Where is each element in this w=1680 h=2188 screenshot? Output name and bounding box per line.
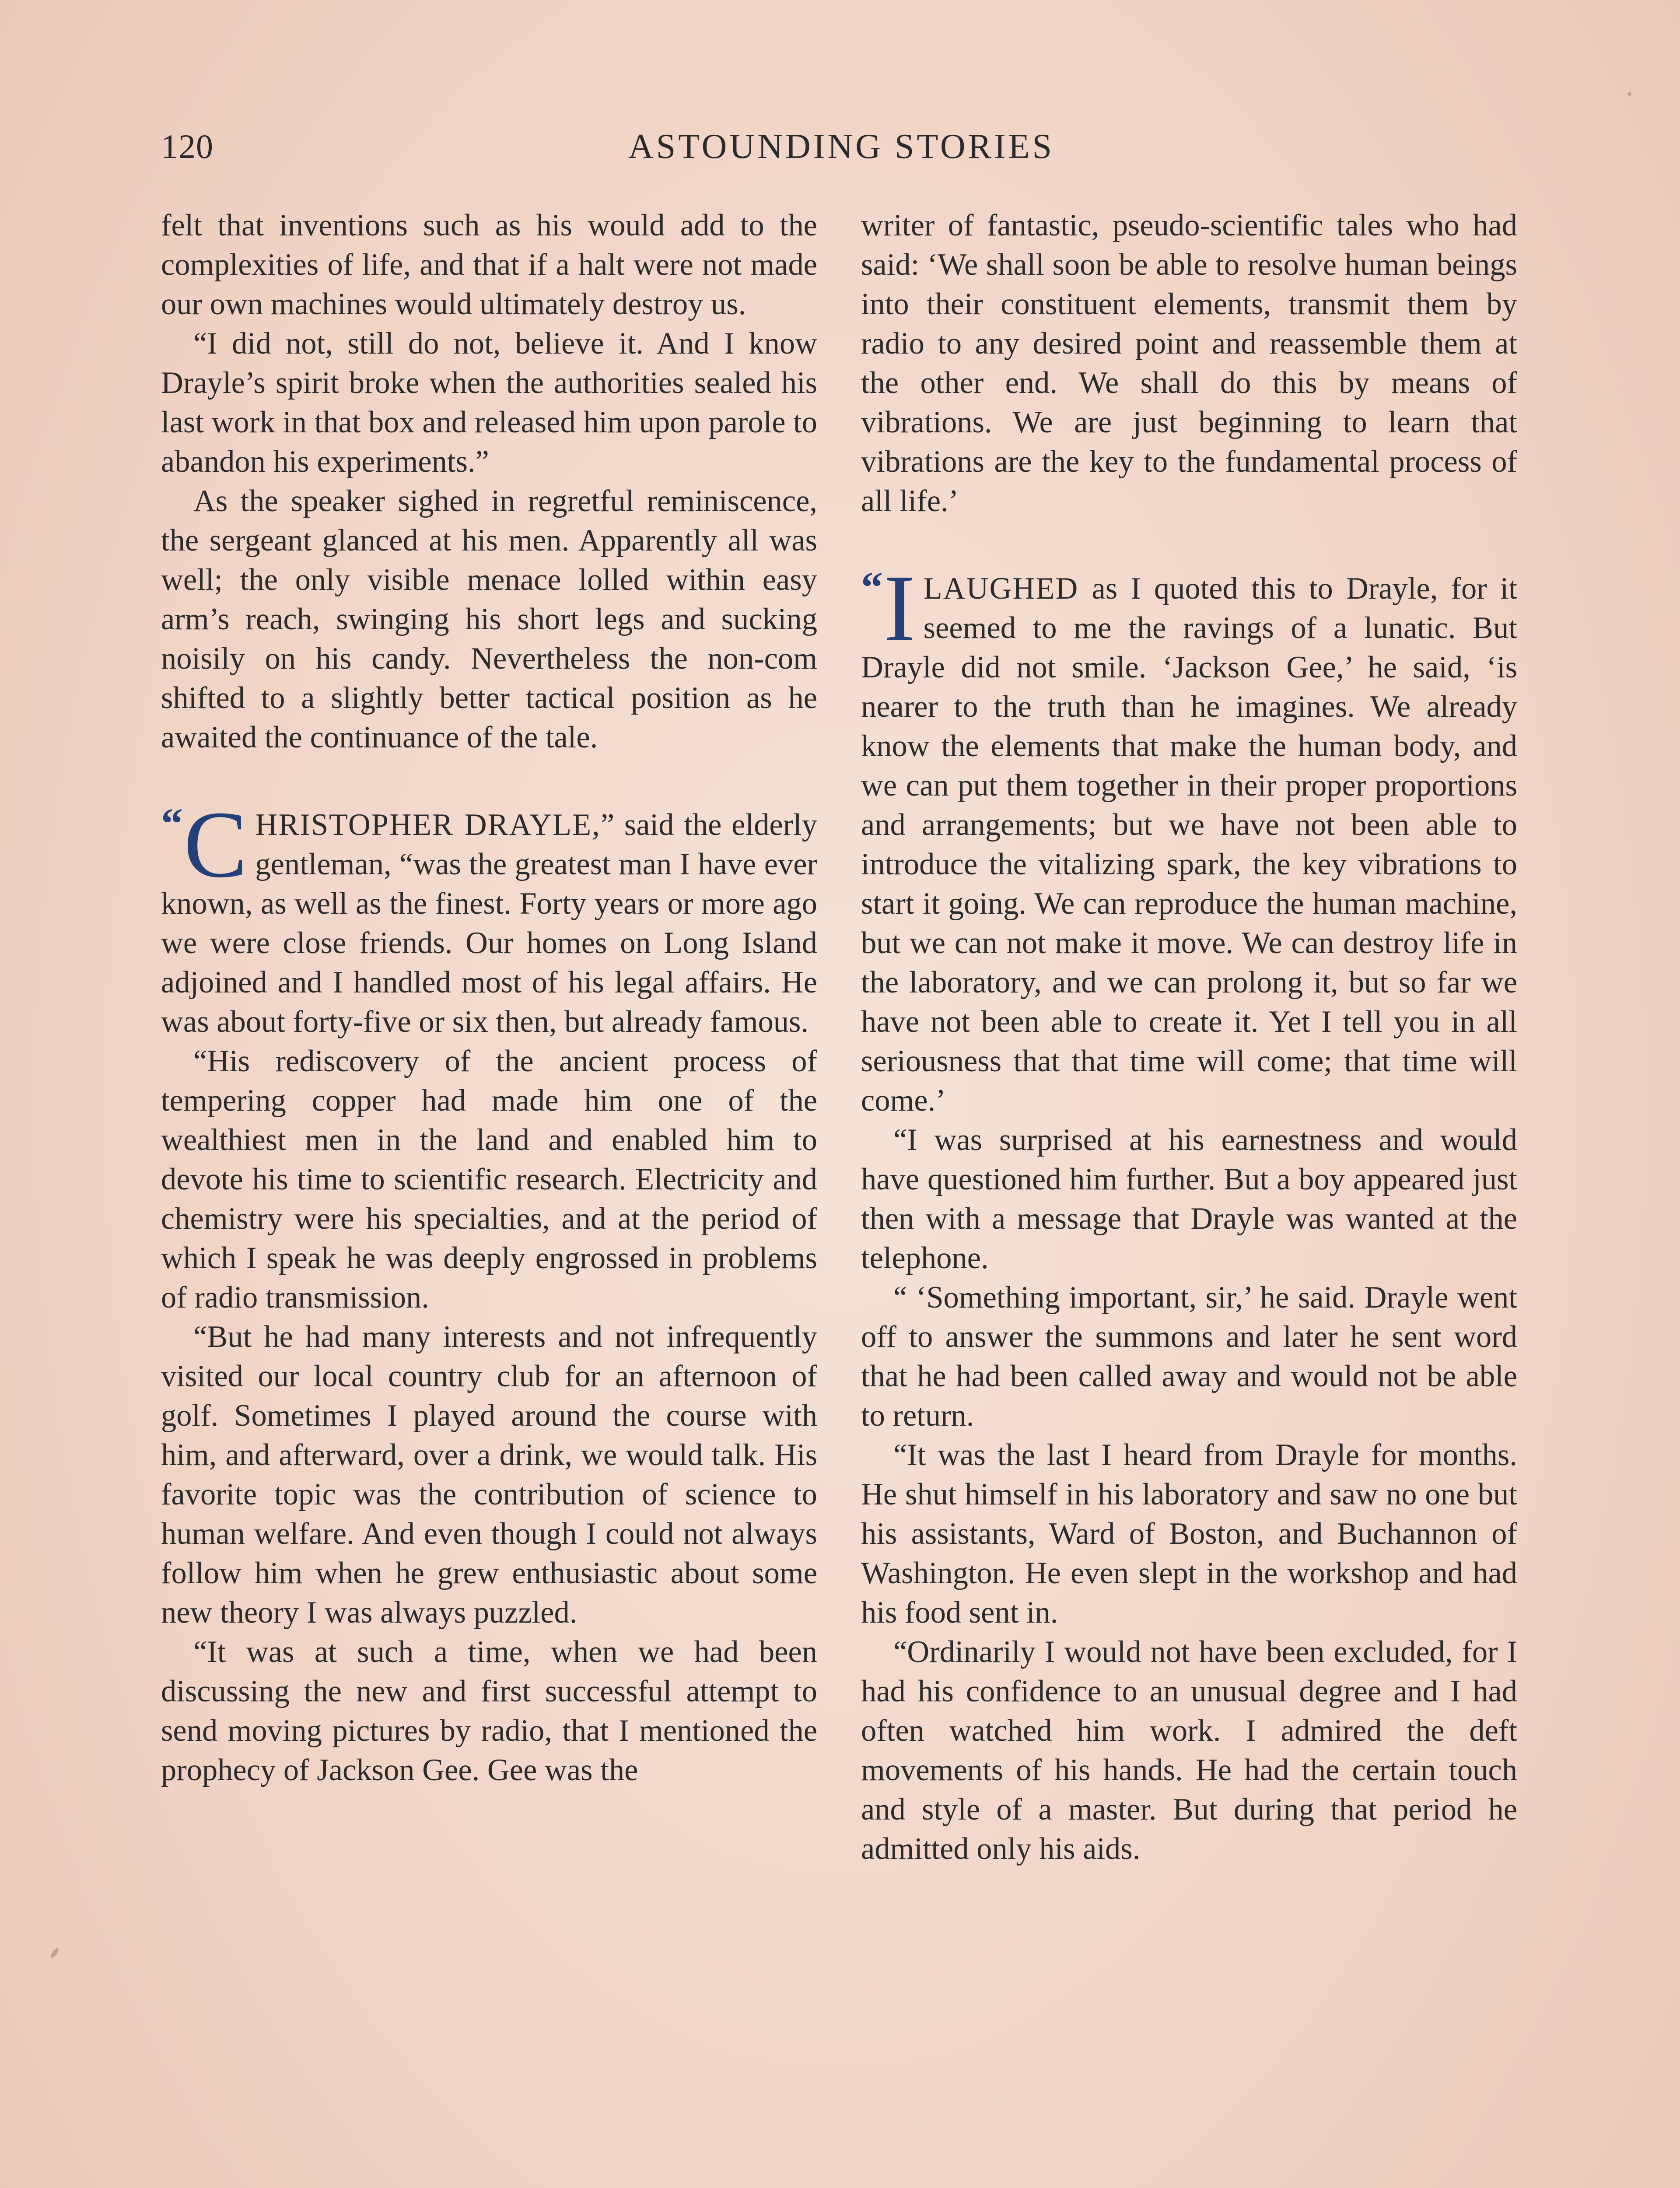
paragraph: “I did not, still do not, believe it. And I know Drayle’s spirit broke when the authorities sealed his last work in that box and released him upon parole to abandon his experiments.” [161, 326, 817, 479]
drop-cap: C [184, 792, 248, 898]
left-column [161, 206, 817, 2188]
right-column [861, 206, 1517, 2188]
paragraph: felt that inventions such as his would add to the complexities of life, and that if a halt were not made our own machines would ultimately destroy us. [161, 208, 817, 321]
paragraph-text: as I quoted this to Drayle, for it seemed to me the ravings of a lunatic. But Drayle did not smile. ‘Jackson Gee,’ he said, ‘is nearer to the truth than he imagines. We already know the elements that make the human body, and we can put them together in their proper proportions and arrangements; but we have not been able to introduce the vitalizing spark, the key vibrations to start it going. We can reproduce the human machine, but we can not make it move. We can destroy life in the laboratory, and we can prolong it, but so far we have not been able to create it. Yet I tell you in all seriousness that that time will come; that time will come.’ [861, 572, 1517, 1118]
paper-speck [1628, 92, 1631, 96]
section-opening-paragraph [861, 556, 1517, 1120]
opening-quote: “ [861, 563, 883, 611]
paragraph: “It was at such a time, when we had been discussing the new and first successful attempt to send moving pictures by radio, that I mentioned the prophecy of Jackson Gee. Gee was the [161, 1635, 817, 1787]
running-title: ASTOUNDING STORIES [628, 127, 1054, 166]
opening-quote: “ [161, 799, 183, 848]
section-opening-paragraph [161, 792, 817, 1041]
paragraph: “ ‘Something important, sir,’ he said. Drayle went off to answer the summons and later he sent word that he had been called away and would not be able to return. [861, 1280, 1517, 1433]
page-header [161, 127, 1522, 175]
paragraph: “But he had many interests and not infrequently visited our local country club for an afternoon of golf. Sometimes I played around the course with him, and afterward, over a drink, we would talk. His favorite topic was the contribution of science to human welfare. And even though I could not always follow him when he grew enthusiastic about some new theory I was always puzzled. [161, 1320, 817, 1630]
small-caps-lead: LAUGHED [923, 572, 1079, 606]
paragraph: “Ordinarily I would not have been excluded, for I had his confidence to an unusual degree and I had often watched him work. I admired the deft movements of his hands. He had the certain touch and style of a master. But during that period he admitted only his aids. [861, 1635, 1517, 1866]
small-caps-lead: HRISTOPHER DRAYLE, [255, 808, 601, 842]
paragraph: “His rediscovery of the ancient process of tempering copper had made him one of the wealthiest men in the land and enabled him to devote his time to scientific research. Electricity and chemistry were his specialties, and at the period of which I speak he was deeply engrossed in problems of radio transmission. [161, 1044, 817, 1315]
paragraph: As the speaker sighed in regretful reminiscence, the sergeant glanced at his men. Apparently all was well; the only visible menace lolled within easy arm’s reach, swinging his short legs and sucking noisily on his candy. Nevertheless the non-com shifted to a slightly better tactical position as he awaited the continuance of the tale. [161, 484, 817, 754]
paragraph-text: ” said the elderly gentleman, “was the greatest man I have ever known, as well as the finest. Forty years or more ago we were close friends. Our homes on Long Island adjoined and I handled most of his legal affairs. He was about forty-five or six then, but already famous. [161, 808, 817, 1039]
paragraph: “It was the last I heard from Drayle for months. He shut himself in his laboratory and saw no one but his assistants, Ward of Boston, and Buchannon of Washington. He even slept in the workshop and had his food sent in. [861, 1438, 1517, 1630]
paragraph: writer of fantastic, pseudo-scientific tales who had said: ‘We shall soon be able to resolve human beings into their constituent elements, transmit them by radio to any desired point and reassemble them at the other end. We shall do this by means of vibrations. We are just beginning to learn that vibrations are the key to the fundamental process of all life.’ [861, 208, 1517, 518]
paper-speck [801, 547, 804, 551]
paper-speck [49, 1947, 60, 1959]
paragraph: “I was surprised at his earnestness and would have questioned him further. But a boy appeared just then with a message that Drayle was wanted at the telephone. [861, 1123, 1517, 1275]
page-number: 120 [161, 127, 214, 165]
drop-cap: I [884, 556, 916, 661]
